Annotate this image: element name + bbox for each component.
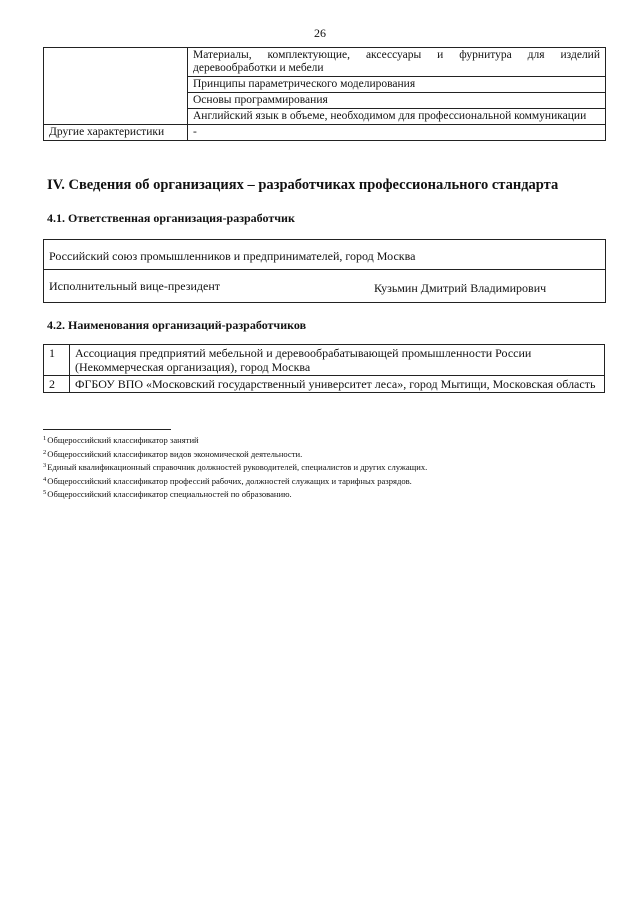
footnote-text: Единый квалификационный справочник должностей руководителей, специалистов и других служащих.: [47, 462, 428, 473]
org-person: Кузьмин Дмитрий Владимирович: [374, 281, 547, 295]
table-cell-empty: [44, 48, 188, 125]
table-row: [44, 376, 605, 393]
table-row: [44, 125, 606, 141]
characteristics-table: [43, 47, 606, 141]
footnote: [43, 460, 427, 474]
org-name: Российский союз промышленников и предпринимателей, город Москва: [49, 249, 416, 263]
footnote-separator: [43, 429, 171, 430]
footnote-mark: 3: [43, 462, 47, 470]
org-position: Исполнительный вице-президент: [49, 279, 221, 293]
org-name-cell: Ассоциация предприятий мебельной и деревообрабатывающей промышленности России (Некоммерческая организация), город Москва: [70, 345, 605, 376]
footnote-text: Общероссийский классификатор специальностей по образованию.: [47, 489, 292, 500]
section-title: IV. Сведения об организациях – разработчиках профессионального стандарта: [47, 177, 559, 193]
table-cell: Английский язык в объеме, необходимом для профессиональной коммуникации: [188, 109, 606, 125]
developer-orgs-heading: 4.2. Наименования организаций-разработчиков: [47, 318, 307, 332]
responsible-org-heading: 4.1. Ответственная организация-разработчик: [47, 211, 295, 225]
table-row: [44, 48, 606, 77]
table-cell: Принципы параметрического моделирования: [188, 77, 606, 93]
row-number: 2: [44, 376, 70, 393]
footnote: [43, 447, 427, 461]
footnotes: [43, 433, 427, 501]
divider: [44, 269, 605, 270]
row-number: 1: [44, 345, 70, 376]
footnote-mark: 2: [43, 448, 47, 456]
footnote: [43, 487, 427, 501]
org-name-cell: ФГБОУ ВПО «Московский государственный университет леса», город Мытищи, Московская область: [70, 376, 605, 393]
footnote: [43, 433, 427, 447]
table-cell: Основы программирования: [188, 93, 606, 109]
table-cell-label: Другие характеристики: [44, 125, 188, 141]
footnote: [43, 474, 427, 488]
footnote-text: Общероссийский классификатор видов экономической деятельности.: [47, 448, 303, 459]
responsible-org-box: [43, 239, 606, 303]
footnote-mark: 1: [43, 435, 47, 442]
footnote-mark: 4: [43, 475, 47, 483]
footnote-text: Общероссийский классификатор занятий: [47, 435, 199, 445]
table-cell: -: [188, 125, 606, 141]
footnote-mark: 5: [43, 489, 47, 497]
developer-orgs-table: [43, 344, 605, 393]
page-number: 26: [314, 26, 326, 40]
table-row: [44, 345, 605, 376]
table-cell: Материалы, комплектующие, аксессуары и фурнитура для изделий деревообработки и мебели: [188, 48, 606, 77]
footnote-text: Общероссийский классификатор профессий рабочих, должностей служащих и тарифных разрядов.: [47, 475, 412, 486]
